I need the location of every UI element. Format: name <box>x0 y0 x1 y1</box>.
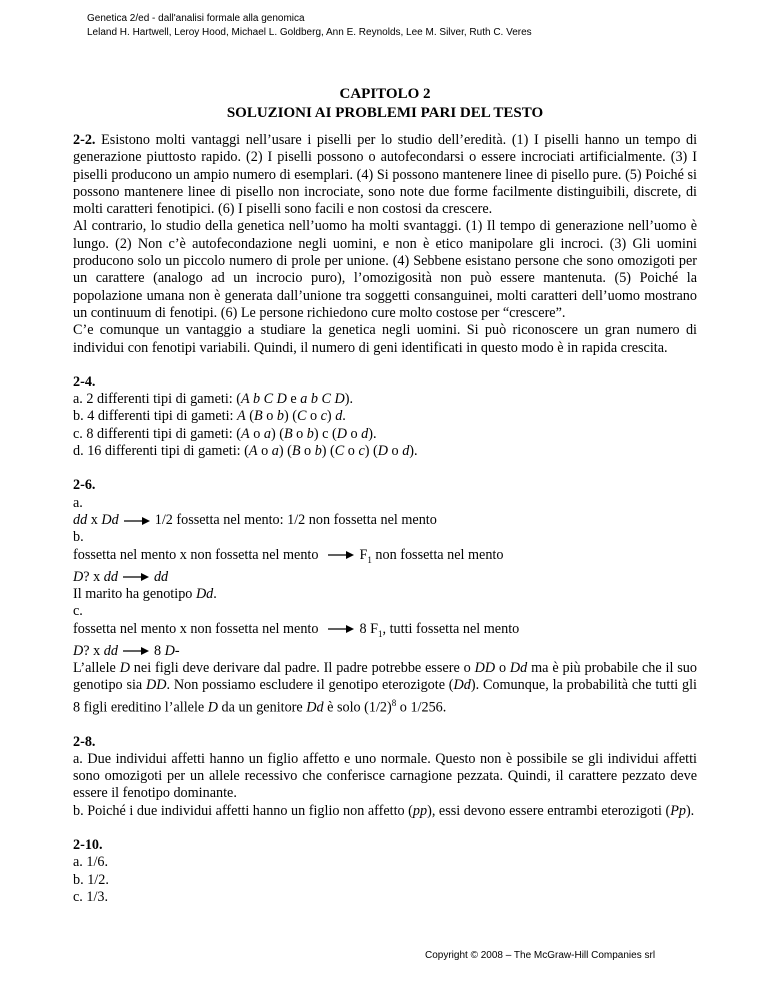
problem-number: 2-6. <box>73 477 96 494</box>
problem-number: 2-2. <box>73 132 96 148</box>
husband-genotype: Il marito ha genotipo Dd. <box>73 585 217 602</box>
document-body <box>73 85 697 906</box>
answer-c: c. 8 differenti tipi di gameti: (A o a) (B o b) c (D o d). <box>73 425 377 442</box>
arrow-icon <box>124 516 150 526</box>
answer-b: b. 1/2. <box>73 871 109 888</box>
problem-number: 2-8. <box>73 733 96 750</box>
answer-d: d. 16 differenti tipi di gameti: (A o a) (B o b) (C o c) (D o d). <box>73 443 418 460</box>
problem-number: 2-10. <box>73 837 103 854</box>
genotype-b: D? x dd dd <box>73 568 169 585</box>
arrow-icon <box>123 572 149 582</box>
header-book-title: Genetica 2/ed - dall'analisi formale alla genomica <box>87 13 305 24</box>
answer-b: b. 4 differenti tipi di gameti: A (B o b) (C o c) d. <box>73 408 346 425</box>
problem-2-8 <box>73 734 697 820</box>
chapter-title <box>73 85 697 123</box>
answer-b: b. Poiché i due individui affetti hanno un figlio non affetto (pp), essi devono essere entrambi eterozigoti (Pp). <box>73 802 695 819</box>
answer-a: a. 1/6. <box>73 854 109 871</box>
problem-number: 2-4. <box>73 373 96 390</box>
cross-b: fossetta nel mento x non fossetta nel mento $F_1$ non fossetta nel mento <box>73 546 504 565</box>
part-label: c. <box>73 603 83 620</box>
chapter-subtitle: SOLUZIONI AI PROBLEMI PARI DEL TESTO <box>226 105 544 121</box>
arrow-icon <box>328 550 354 560</box>
arrow-icon <box>328 624 354 634</box>
problem-2-2 <box>73 132 697 357</box>
copyright-footer: Copyright © 2008 – The McGraw-Hill Companies srl <box>425 950 656 961</box>
answer-c: c. 1/3. <box>73 888 109 905</box>
chapter-number: CAPITOLO 2 <box>339 86 431 102</box>
problem-2-4 <box>73 374 697 460</box>
header-authors: Leland H. Hartwell, Leroy Hood, Michael L. Goldberg, Ann E. Reynolds, Lee M. Silver, Ruth C. Veres <box>87 27 532 38</box>
problem-2-10 <box>73 837 697 906</box>
problem-2-2-para2: Al contrario, lo studio della genetica nell’uomo ha molti svantaggi. (1) Il tempo di generazione nell’uomo è lungo. (2) Non c’è autofecondazione negli uomini, e non è etico manipolare gli incroci. (3) Gli uomini producono solo un piccolo numero di prole per unione. (4) Sebbene esistano persone che sono omozigoti per un carattere (analogo ad un incrocio puro), l’omozigosità non può essere mantenuta. (5) Poiché la popolazione umana non è generata dall’unione tra soggetti consanguinei, molti caratteri dell’uomo mostrano un continuum di fenotipi. (6) Le persone richiedono cure molto costose per “crescere”. <box>73 218 697 321</box>
problem-2-2-para1 <box>73 132 697 218</box>
running-header <box>87 12 532 40</box>
part-label: b. <box>73 529 84 546</box>
explanation-c: L’allele D nei figli deve derivare dal padre. Il padre potrebbe essere o DD o Dd ma è più probabile che il suo genotipo sia DD. Non possiamo escludere il genotipo eterozigote (Dd). Comunque, la probabilità che tutti gli 8 figli ereditino l’allele D da un genitore Dd è solo $(1/2)^8$ o 1/256. <box>73 659 697 716</box>
problem-2-6 <box>73 477 697 716</box>
text: Esistono molti vantaggi nell’usare i piselli per lo studio dell’eredità. (1) I piselli hanno un tempo di generazione piuttosto rapido. (2) I piselli possono o autofecondarsi o essere incrociati artificialmente. (3) I piselli producono un ampio numero di esemplari. (4) Si possono mantenere linee di pisello pure. (5) Poiché si possono mantenere linee di pisello non incrociate, sono note due forme facilmente distinguibili, discrete, di molti caratteri fenotipici. (6) I piselli sono facili e non costosi da crescere. <box>73 132 698 218</box>
answer-a: a. Due individui affetti hanno un figlio affetto e uno normale. Questo non è possibile se gli individui affetti sono omozigoti per un allele recessivo che conferisce carnagione pezzata. Quindi, il carattere pezzato deve essere il fenotipo dominante. <box>73 750 697 802</box>
problem-2-2-para3: C’e comunque un vantaggio a studiare la genetica negli uomini. Si può riconoscere un gran numero di individui con fenotipi variabili. Quindi, il numero di geni identificati in questo modo è in rapida crescita. <box>73 322 697 356</box>
arrow-icon <box>123 646 149 656</box>
part-label: a. <box>73 494 83 511</box>
cross-a: dd x Dd 1/2 fossetta nel mento: 1/2 non fossetta nel mento <box>73 511 437 528</box>
cross-c: fossetta nel mento x non fossetta nel mento 8 $F_1$, tutti fossetta nel mento <box>73 620 520 639</box>
answer-a: a. 2 differenti tipi di gameti: (A b C D e a b C D). <box>73 391 354 408</box>
genotype-c: D? x dd 8 D- <box>73 642 180 659</box>
